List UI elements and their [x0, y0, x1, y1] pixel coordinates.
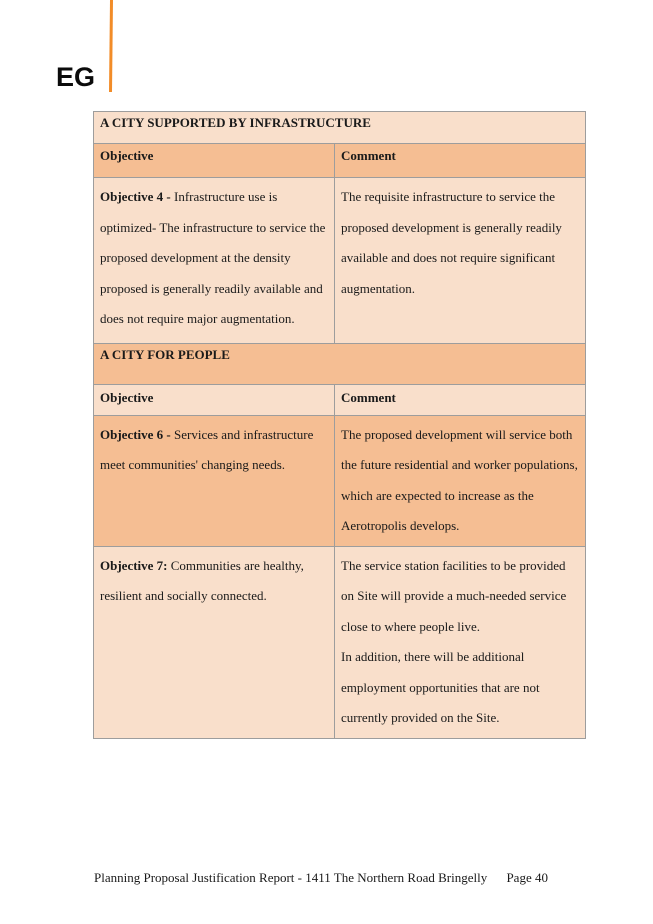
comment-text: The service station facilities to be provided on Site will provide a much-needed service close to where people live.: [341, 557, 567, 634]
header-row: [94, 144, 586, 178]
section-title-row: [94, 112, 586, 144]
page-footer: [94, 870, 548, 886]
objective-cell: [94, 178, 335, 344]
section-title-row: [94, 343, 586, 384]
objective-label: Objective 4 -: [100, 189, 171, 204]
table-row: [94, 546, 586, 738]
objective-text: Services and infrastructure meet communities' changing needs.: [100, 426, 314, 472]
comment-column-header: Comment: [335, 384, 586, 415]
comment-cell: [335, 178, 586, 344]
section-title-people: A CITY FOR PEOPLE: [94, 343, 586, 384]
logo-accent-bar: [104, 0, 114, 92]
comment-cell: [335, 546, 586, 738]
comment-text: The proposed development will service both the future residential and worker populations, which are expected to increase as the Aerotropolis develops.: [341, 426, 578, 533]
page-number: Page 40: [506, 870, 548, 885]
objective-cell: [94, 546, 335, 738]
objective-text: Infrastructure use is optimized- The infrastructure to service the proposed development at the density proposed is generally readily available and does not require major augmentation.: [100, 189, 326, 326]
objectives-table: [93, 111, 586, 739]
footer-title: Planning Proposal Justification Report - 1411 The Northern Road Bringelly: [94, 870, 488, 885]
header-row: [94, 384, 586, 415]
section-title-infrastructure: A CITY SUPPORTED BY INFRASTRUCTURE: [94, 112, 586, 144]
objective-text: Communities are healthy, resilient and socially connected.: [100, 557, 304, 603]
company-logo: [56, 64, 95, 91]
table-row: [94, 178, 586, 344]
comment-cell: [335, 415, 586, 546]
objective-cell: [94, 415, 335, 546]
objective-label: Objective 7:: [100, 557, 168, 573]
comment-column-header: Comment: [335, 144, 586, 178]
objective-column-header: Objective: [94, 144, 335, 178]
table-row: [94, 415, 586, 546]
comment-text: In addition, there will be additional employment opportunities that are not currently provided on the Site.: [341, 649, 540, 725]
logo-text: EG: [56, 62, 96, 92]
objective-column-header: Objective: [94, 384, 335, 415]
comment-text: The requisite infrastructure to service the proposed development is generally readily available and does not require significant augmentation.: [341, 189, 562, 296]
objective-label: Objective 6 -: [100, 426, 171, 442]
